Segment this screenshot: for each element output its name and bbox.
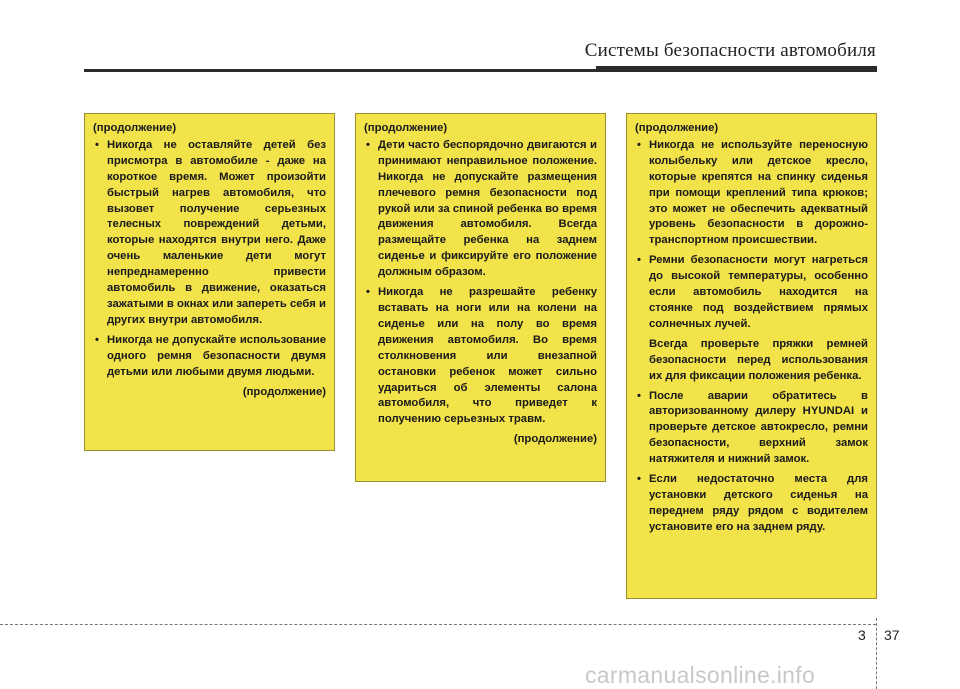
- warning-list: [93, 138, 326, 381]
- footer-dashed-divider: [876, 618, 877, 689]
- warning-item: • Никогда не допускайте использование одного ремня безопасности двумя детьми или любыми двумя людьми.: [93, 333, 326, 381]
- warning-box-3: [626, 113, 877, 599]
- warning-list: [635, 389, 868, 536]
- header-rule-accent: [596, 66, 877, 71]
- warning-item: • Ремни безопасности могут нагреться до высокой температуры, особенно если автомобиль находится на стоянке под воздействием прямых солнечных лучей.: [635, 253, 868, 333]
- warning-item-continuation: Всегда проверьте пряжки ремней безопасности перед использования их для фиксации положения ребенка.: [649, 337, 868, 382]
- continued-label-bottom: (продолжение): [513, 433, 597, 446]
- warning-box-2: [355, 113, 606, 482]
- page-number: 37: [884, 627, 900, 643]
- warning-item: • Никогда не оставляйте детей без присмотра в автомобиле - даже на короткое время. Может произойти быстрый нагрев автомобиля, что вызовет получение серьезных телесных повреждений детьми, которые находятся внутри него. Даже очень маленькие дети могут непреднамеренно привести автомобиль в движение, оказаться зажатыми в окнах или запереть себя и других внутри автомобиля.: [93, 138, 326, 329]
- warning-item: • Если недостаточно места для установки детского сиденья на переднем ряду рядом с водителем установите его на заднем ряду.: [635, 472, 868, 536]
- warning-item: • Никогда не разрешайте ребенку вставать на ноги или на колени на сиденье или на полу во время движения автомобиля. Во время столкновения или внезапной остановки ребенок может сильно удариться об элементы салона автомобиля, что приведет к получению серьезных травм.: [364, 285, 597, 428]
- warning-item: • После аварии обратитесь в авторизованному дилеру HYUNDAI и проверьте детское автокресло, ремни безопасности, верхний замок натяжителя и нижний замок.: [635, 389, 868, 469]
- continued-label-top: (продолжение): [93, 122, 177, 134]
- warning-box-1: [84, 113, 335, 451]
- warning-item: • Дети часто беспорядочно двигаются и принимают неправильное положение. Никогда не допускайте размещения плечевого ремня безопасности под рукой или за спиной ребенка во время движения автомобиля. Всегда размещайте ребенка на заднем сиденье и фиксируйте его положение должным образом.: [364, 138, 597, 281]
- continued-label-top: (продолжение): [635, 122, 719, 134]
- continued-label-bottom: (продолжение): [242, 385, 326, 398]
- warning-item: • Никогда не используйте переносную колыбельку или детское кресло, которые крепятся на спинку сиденья при помощи креплений типа крюков; это может не обеспечить адекватный уровень безопасности в дорожно-транспортном происшествии.: [635, 138, 868, 249]
- warning-list: [364, 138, 597, 428]
- chapter-number: 3: [858, 627, 866, 643]
- warning-list: [635, 138, 868, 333]
- running-header-title: Системы безопасности автомобиля: [584, 40, 876, 61]
- continued-label-top: (продолжение): [364, 122, 448, 134]
- footer-dashed-rule: [0, 624, 876, 625]
- watermark: carmanualsonline.info: [585, 662, 816, 688]
